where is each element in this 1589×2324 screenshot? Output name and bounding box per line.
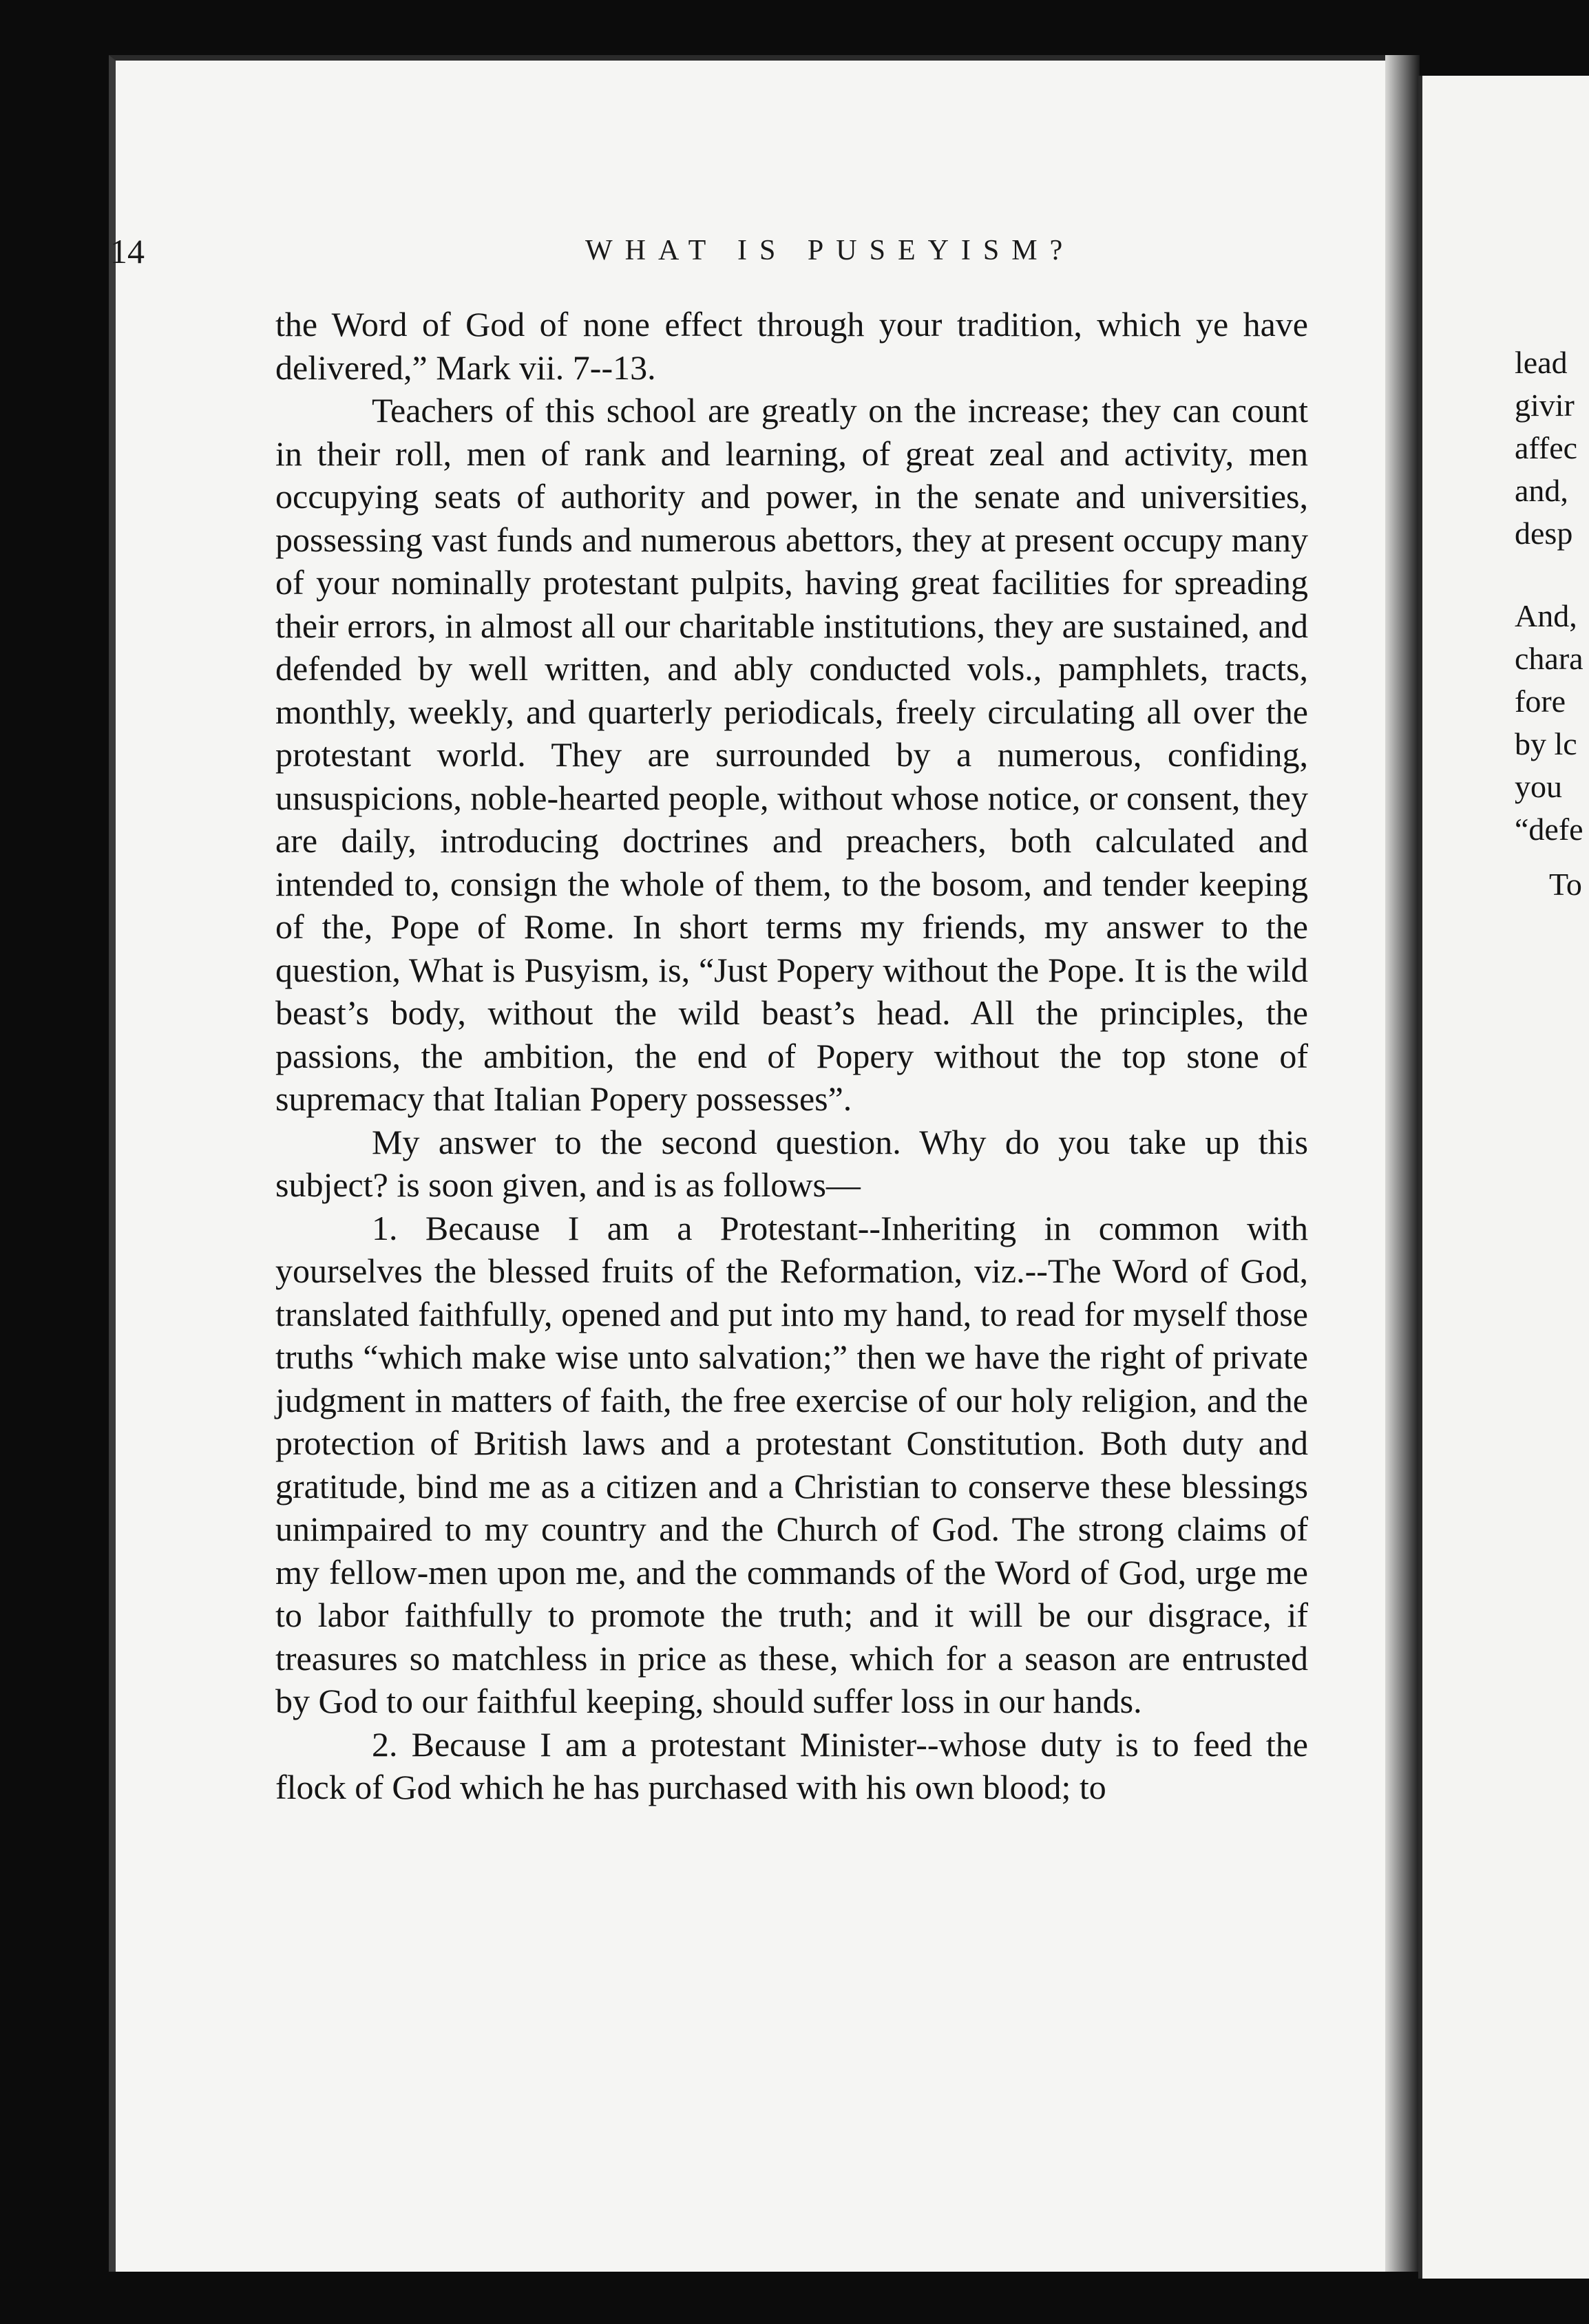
paragraph: Teachers of this school are greatly on the increase; they can count in their roll, men of rank and learning, of great zeal and activity, men occupying seats of authority and power, in the senate and universities, possessing vast funds and numerous abettors, they at present occupy many of your nominally protestant pulpits, having great facilities for spreading their errors, in almost all our charitable institutions, they are sustained, and defended by well written, and ably conducted vols., pamphlets, tracts, monthly, weekly, and quarterly periodicals, freely circulating all over the protestant world. They are surrounded by a numerous, confiding, unsuspicions, noble-hearted people, without whose notice, or consent, they are daily, introducing doctrines and preachers, both calculated and intended to, consign the whole of them, to the bosom, and tender keeping of the, Pope of Rome. In short terms my friends, my answer to the question, What is Pusyism, is, “Just Popery without the Pope. It is the wild beast’s body, without the wild beast’s head. All the principles, the passions, the ambition, the end of Popery without the top stone of supremacy that Italian Popery possesses”. bbox=[275, 391, 1308, 1118]
facing-page-fragment: chara bbox=[1515, 641, 1583, 676]
facing-page-fragment: desp bbox=[1515, 516, 1573, 551]
paragraph: 1. Because I am a Protestant--Inheriting in common with yourselves the blessed fruits of the Reformation, viz.--The Word of God, translated faithfully, opened and put into my hand, to read for myself those truths “which make wise unto salvation;” then we have the right of private judgment in matters of faith, the free exercise of our holy religion, and the protection of British laws and a protestant Constitution. Both duty and gratitude, bind me as a citizen and a Christian to conserve these blessings unimpaired to my country and the Church of God. The strong claims of my fellow-men upon me, and the commands of the Word of God, urge me to labor faithfully to promote the truth; and it will be our disgrace, if treasures so matchless in price as these, which for a season are entrusted by God to our faithful keeping, should suffer loss in our hands. bbox=[275, 1208, 1308, 1720]
facing-page-fragment: lead bbox=[1515, 345, 1568, 380]
paragraph: My answer to the second question. Why do you take up this subject? is soon given, and is as follows— bbox=[275, 1122, 1308, 1204]
page-number: 14 bbox=[110, 232, 145, 271]
facing-page-fragment: To bbox=[1549, 867, 1582, 902]
facing-page-fragment: affec bbox=[1515, 430, 1578, 465]
body-text bbox=[275, 303, 1308, 1809]
facing-page-fragment: “defe bbox=[1515, 812, 1583, 847]
facing-page-fragment: you bbox=[1515, 769, 1562, 804]
facing-page-fragment: And, bbox=[1515, 598, 1577, 633]
facing-page-fragment: fore bbox=[1515, 684, 1566, 719]
paragraph: the Word of God of none effect through your tradition, which ye have delivered,” Mark vii. 7--13. bbox=[275, 305, 1308, 387]
page-gutter bbox=[1385, 55, 1420, 2272]
facing-page-fragment: and, bbox=[1515, 473, 1568, 508]
running-head: WHAT IS PUSEYISM? bbox=[585, 235, 1075, 266]
facing-page-fragment: by lc bbox=[1515, 726, 1577, 761]
facing-page-fragment: givir bbox=[1515, 388, 1575, 423]
paragraph: 2. Because I am a protestant Minister--whose duty is to feed the flock of God which he has purchased with his own blood; to bbox=[275, 1724, 1308, 1806]
